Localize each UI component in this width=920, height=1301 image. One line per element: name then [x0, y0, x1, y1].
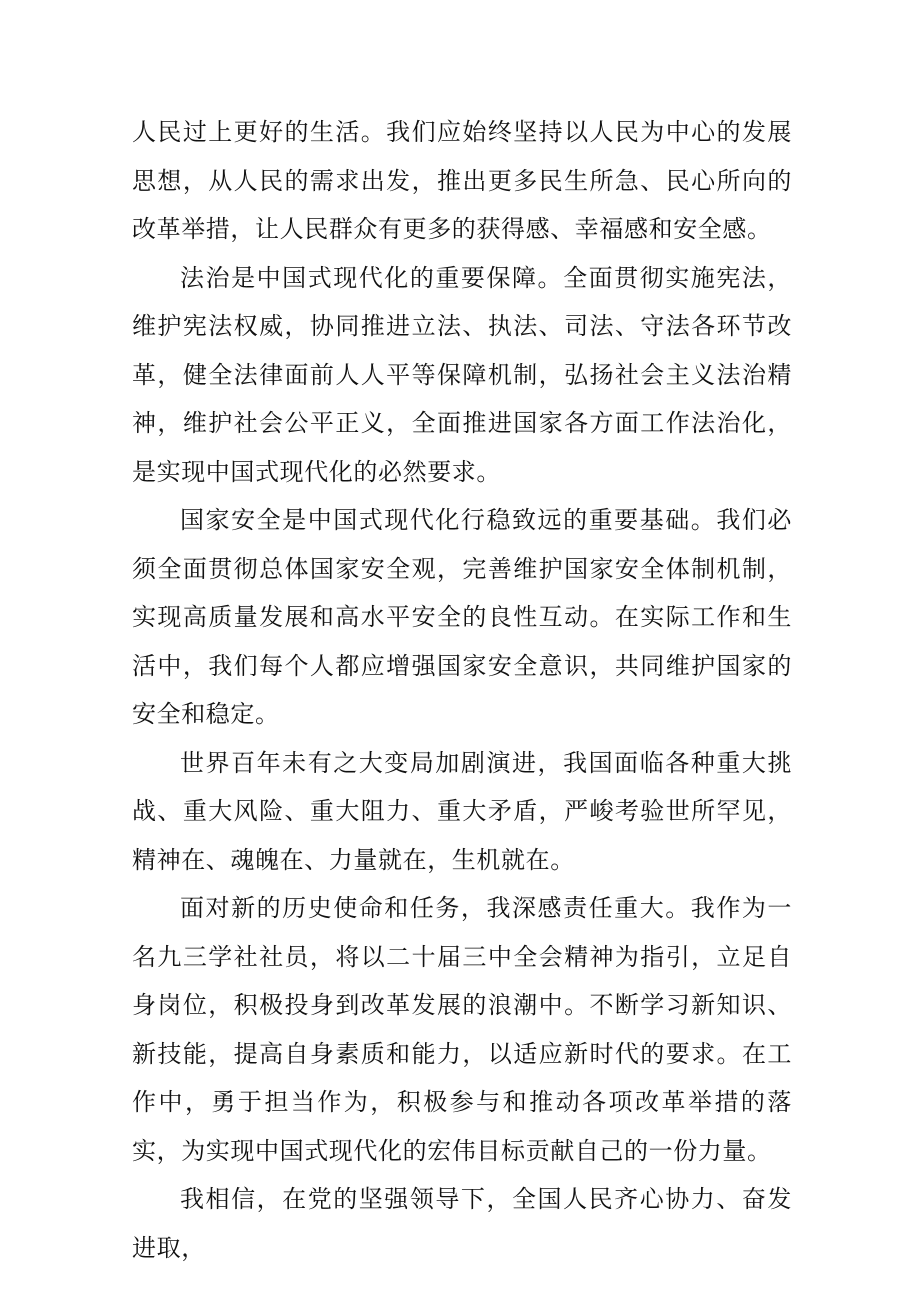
paragraph-2: 法治是中国式现代化的重要保障。全面贯彻实施宪法，维护宪法权威，协同推进立法、执法、司法、守法各环节改革，健全法律面前人人平等保障机制，弘扬社会主义法治精神，维护社会公平正义，全面推进国家各方面工作法治化，是实现中国式现代化的必然要求。 [132, 263, 792, 486]
document-body [132, 108, 792, 1272]
paragraph-3: 国家安全是中国式现代化行稳致远的重要基础。我们必须全面贯彻总体国家安全观，完善维护国家安全体制机制，实现高质量发展和高水平安全的良性互动。在实际工作和生活中，我们每个人都应增强国家安全意识，共同维护国家的安全和稳定。 [132, 506, 792, 728]
paragraph-5: 面对新的历史使命和任务，我深感责任重大。我作为一名九三学社社员，将以二十届三中全会精神为指引，立足自身岗位，积极投身到改革发展的浪潮中。不断学习新知识、新技能，提高自身素质和能力，以适应新时代的要求。在工作中，勇于担当作为，积极参与和推动各项改革举措的落实，为实现中国式现代化的宏伟目标贡献自己的一份力量。 [132, 894, 792, 1165]
paragraph-4: 世界百年未有之大变局加剧演进，我国面临各种重大挑战、重大风险、重大阻力、重大矛盾，严峻考验世所罕见，精神在、魂魄在、力量就在，生机就在。 [132, 748, 792, 874]
paragraph-1: 人民过上更好的生活。我们应始终坚持以人民为中心的发展思想，从人民的需求出发，推出更多民生所急、民心所向的改革举措，让人民群众有更多的获得感、幸福感和安全感。 [132, 118, 792, 243]
paragraph-6: 我相信，在党的坚强领导下，全国人民齐心协力、奋发进取， [132, 1185, 792, 1262]
